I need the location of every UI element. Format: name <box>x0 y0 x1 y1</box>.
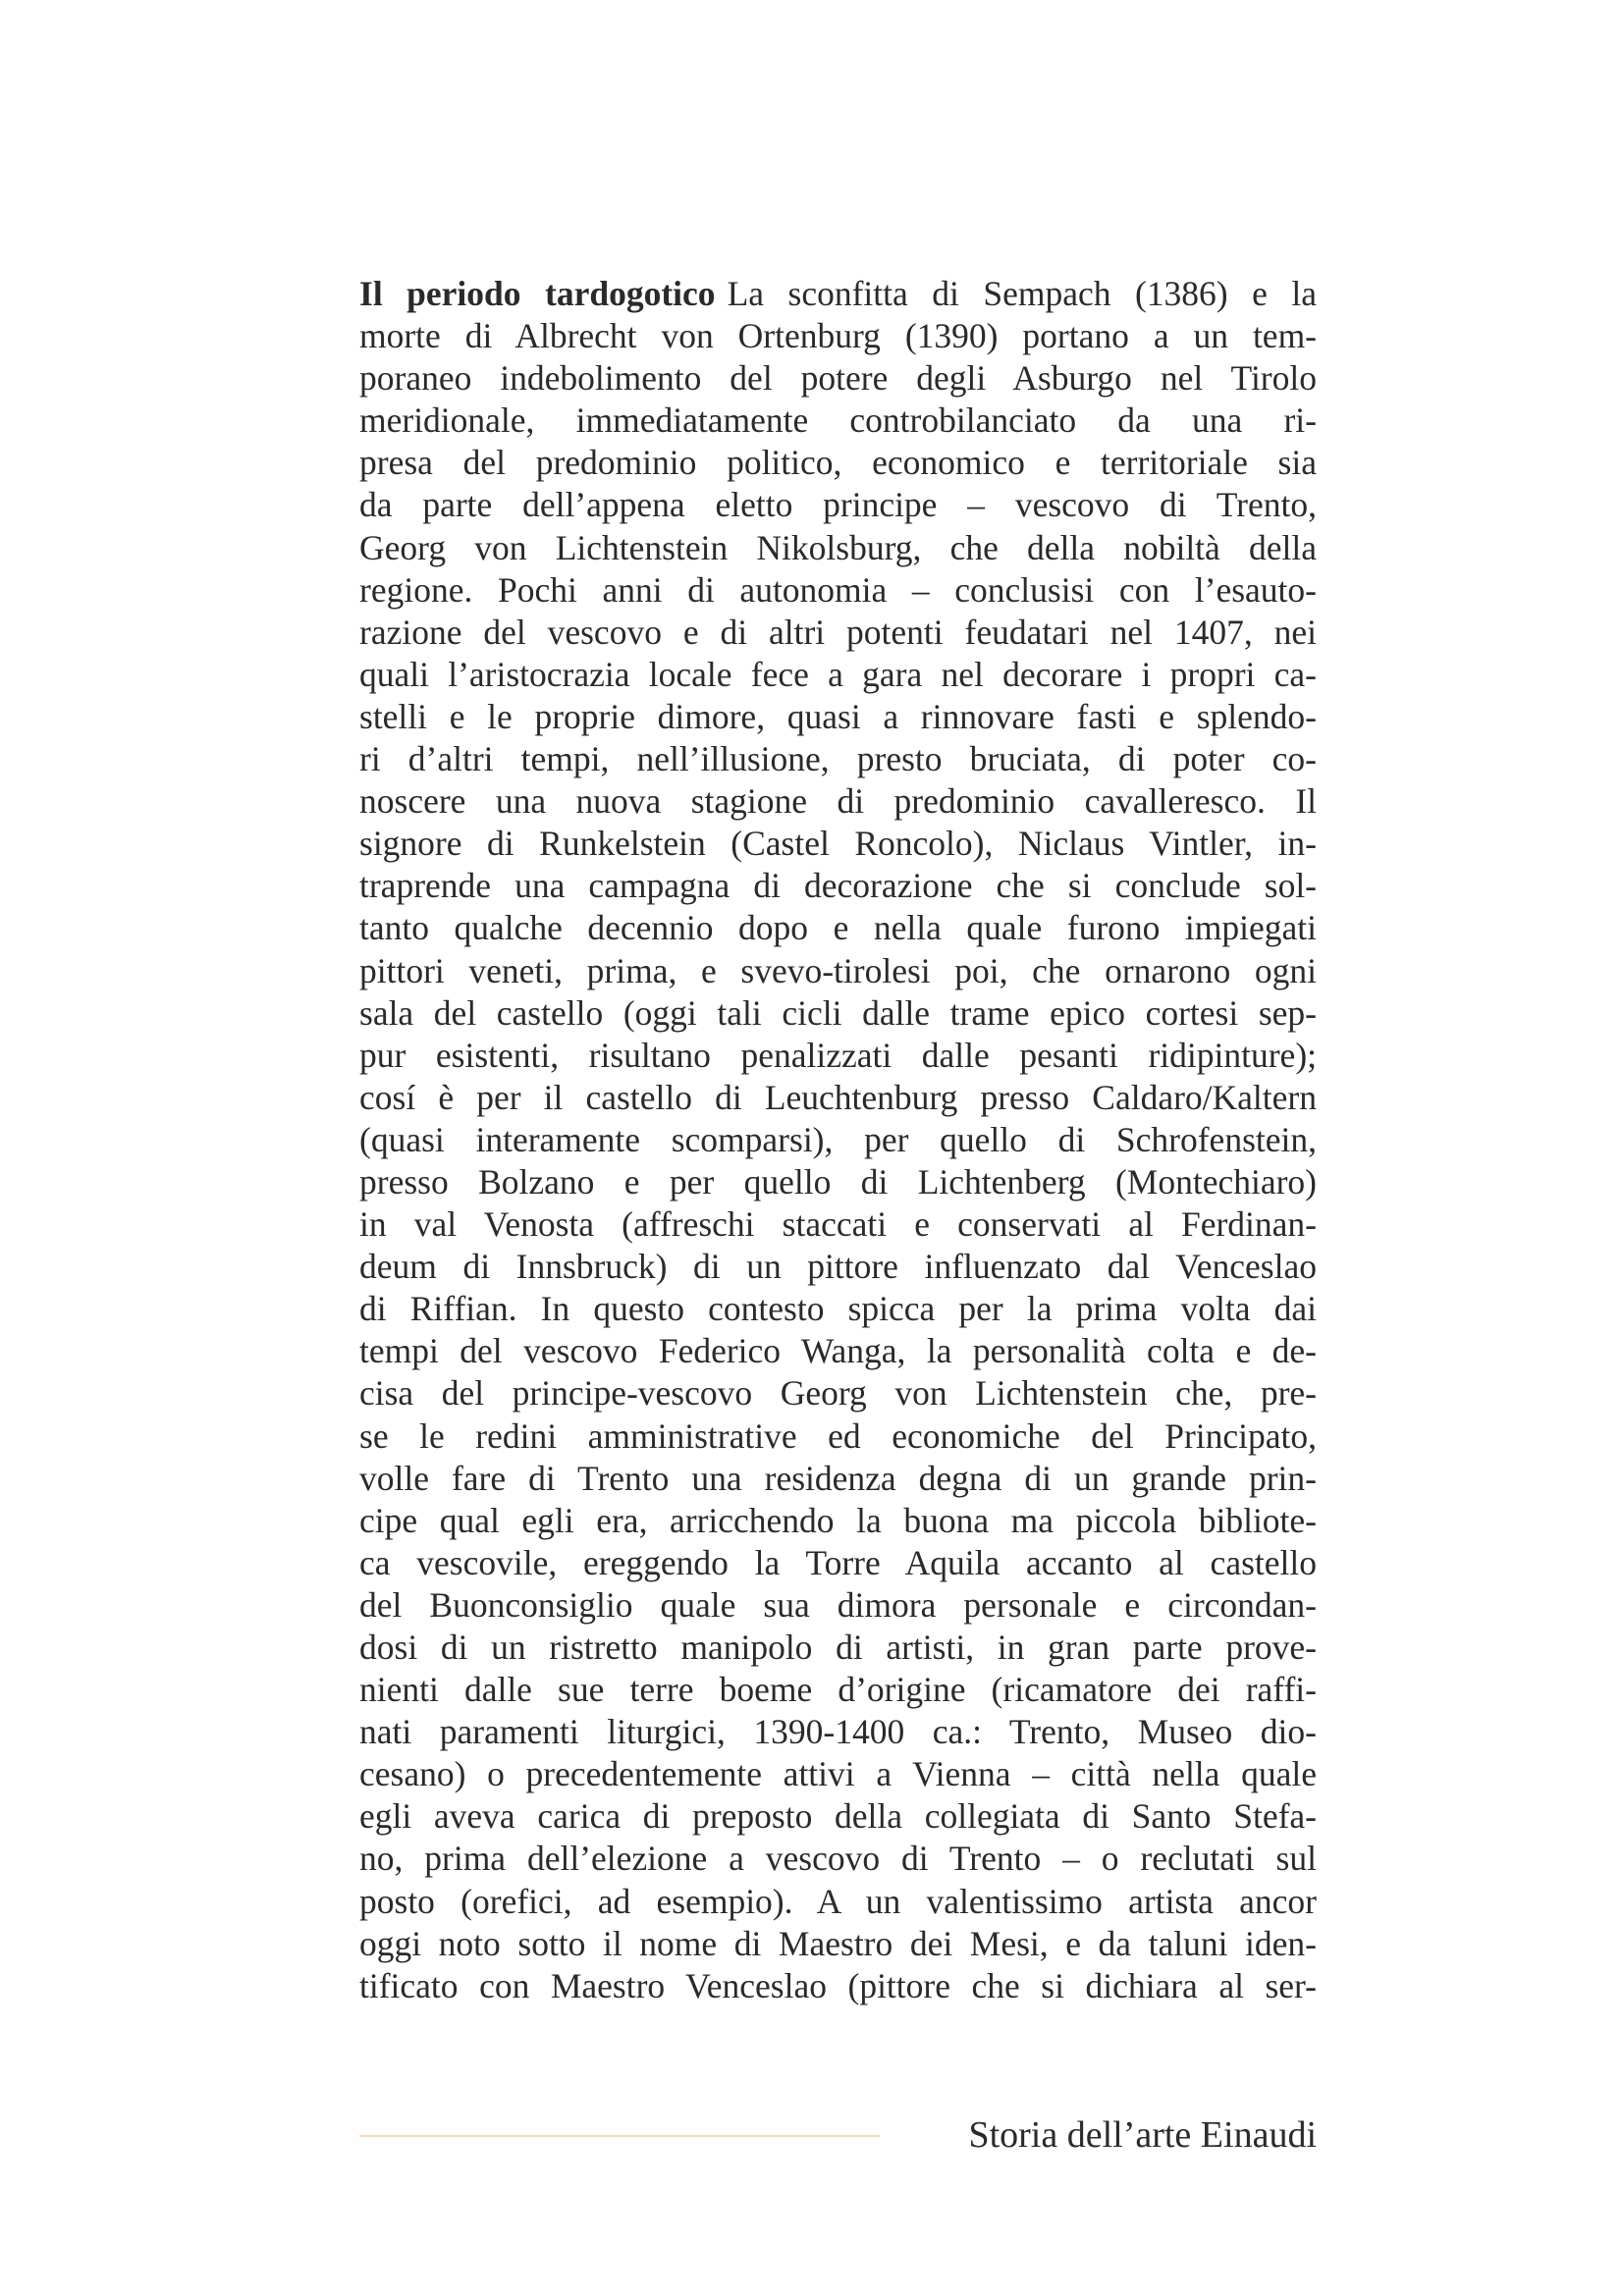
text-line: posto (orefici, ad esempio). A un valentissimo artista ancor <box>359 1881 1317 1921</box>
footer-title: Storia dell’arte Einaudi <box>968 2114 1317 2156</box>
article-body <box>359 273 1317 2007</box>
text-line: no, prima dell’elezione a vescovo di Trento – o reclutati sul <box>359 1839 1317 1879</box>
text-line: meridionale, immediatamente controbilanciato da una ri- <box>359 400 1317 441</box>
first-line-text: La sconfitta di Sempach (1386) e la <box>727 274 1317 313</box>
text-line: cisa del principe-vescovo Georg von Lichtenstein che, pre- <box>359 1373 1317 1414</box>
text-line: tificato con Maestro Venceslao (pittore che si dichiara al ser- <box>359 1965 1317 2005</box>
article-first-line <box>359 273 1317 315</box>
text-line: noscere una nuova stagione di predominio cavalleresco. Il <box>359 781 1317 822</box>
text-line: nati paramenti liturgici, 1390-1400 ca.: Trento, Museo dio- <box>359 1712 1317 1752</box>
section-heading: Il periodo tardogotico <box>359 274 716 313</box>
text-line: regione. Pochi anni di autonomia – conclusisi con l’esauto- <box>359 569 1317 610</box>
text-line: del Buonconsiglio quale sua dimora personale e circondan- <box>359 1584 1317 1625</box>
text-line: cesano) o precedentemente attivi a Vienna – città nella quale <box>359 1754 1317 1794</box>
text-line: di Riffian. In questo contesto spicca per la prima volta dai <box>359 1289 1317 1329</box>
text-line: stelli e le proprie dimore, quasi a rinnovare fasti e splendo- <box>359 696 1317 736</box>
text-line: cipe qual egli era, arricchendo la buona ma piccola bibliote- <box>359 1500 1317 1540</box>
text-line: egli aveva carica di preposto della collegiata di Santo Stefa- <box>359 1796 1317 1837</box>
text-line: ca vescovile, ereggendo la Torre Aquila accanto al castello <box>359 1542 1317 1582</box>
page-footer <box>359 2110 1317 2160</box>
text-line: in val Venosta (affreschi staccati e conservati al Ferdinan- <box>359 1204 1317 1245</box>
text-line: razione del vescovo e di altri potenti feudatari nel 1407, nei <box>359 612 1317 652</box>
text-line: dosi di un ristretto manipolo di artisti, in gran parte prove- <box>359 1628 1317 1667</box>
text-line: ri d’altri tempi, nell’illusione, presto bruciata, di poter co- <box>359 739 1317 779</box>
text-line: poraneo indebolimento del potere degli Asburgo nel Tirolo <box>359 358 1317 399</box>
text-line: da parte dell’appena eletto principe – vescovo di Trento, <box>359 485 1317 525</box>
text-line: traprende una campagna di decorazione che si conclude sol- <box>359 866 1317 906</box>
text-line: signore di Runkelstein (Castel Roncolo), Niclaus Vintler, in- <box>359 824 1317 864</box>
footer-divider <box>359 2135 880 2137</box>
text-line: nienti dalle sue terre boeme d’origine (ricamatore dei raffi- <box>359 1670 1317 1710</box>
text-line: cosí è per il castello di Leuchtenburg presso Caldaro/Kaltern <box>359 1077 1317 1117</box>
text-line: deum di Innsbruck) di un pittore influenzato dal Venceslao <box>359 1247 1317 1287</box>
text-line: oggi noto sotto il nome di Maestro dei Mesi, e da taluni iden- <box>359 1923 1317 1963</box>
text-line: tanto qualche decennio dopo e nella quale furono impiegati <box>359 908 1317 948</box>
text-line: morte di Albrecht von Ortenburg (1390) portano a un tem- <box>359 316 1317 356</box>
text-line: (quasi interamente scomparsi), per quello di Schrofenstein, <box>359 1119 1317 1159</box>
text-line: pittori veneti, prima, e svevo-tirolesi poi, che ornarono ogni <box>359 950 1317 990</box>
text-line: presso Bolzano e per quello di Lichtenberg (Montechiaro) <box>359 1161 1317 1201</box>
text-line: quali l’aristocrazia locale fece a gara nel decorare i propri ca- <box>359 654 1317 694</box>
text-line: tempi del vescovo Federico Wanga, la personalità colta e de- <box>359 1331 1317 1371</box>
text-line: sala del castello (oggi tali cicli dalle trame epico cortesi sep- <box>359 992 1317 1033</box>
text-line: presa del predominio politico, economico e territoriale sia <box>359 443 1317 483</box>
text-line: se le redini amministrative ed economiche del Principato, <box>359 1415 1317 1456</box>
text-line: Georg von Lichtenstein Nikolsburg, che della nobiltà della <box>359 527 1317 567</box>
text-line: pur esistenti, risultano penalizzati dalle pesanti ridipinture); <box>359 1035 1317 1075</box>
text-line: volle fare di Trento una residenza degna di un grande prin- <box>359 1458 1317 1498</box>
